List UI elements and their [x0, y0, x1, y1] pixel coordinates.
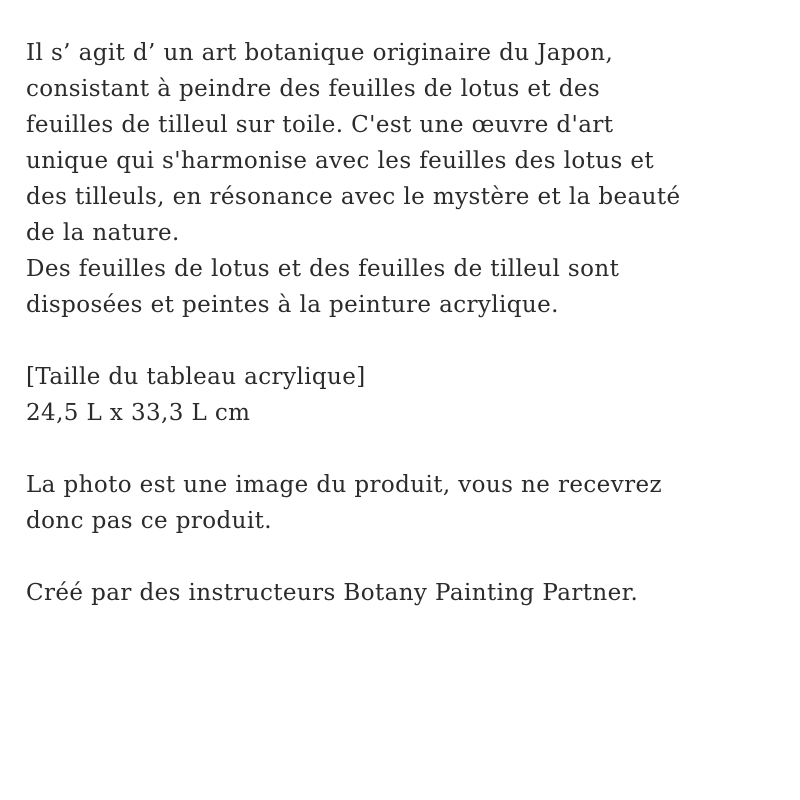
credit-line: Créé par des instructeurs Botany Painting Partner.	[26, 580, 639, 606]
intro-line-4: unique qui s'harmonise avec les feuilles des lotus et	[26, 148, 655, 174]
paragraph-spacer	[26, 323, 786, 359]
intro-line-1: Il s’ agit d’ un art botanique originaire du Japon,	[26, 40, 614, 66]
notice-line-1: La photo est une image du produit, vous ne recevrez	[26, 472, 663, 498]
intro-line-2: consistant à peindre des feuilles de lotus et des	[26, 76, 601, 102]
intro-line-3: feuilles de tilleul sur toile. C'est une œuvre d'art	[26, 112, 614, 138]
paragraph-spacer	[26, 431, 786, 467]
size-heading: [Taille du tableau acrylique]	[26, 364, 366, 390]
intro-line-8: disposées et peintes à la peinture acrylique.	[26, 292, 559, 318]
description-text-block	[26, 35, 786, 611]
intro-line-7: Des feuilles de lotus et des feuilles de tilleul sont	[26, 256, 620, 282]
paragraph-spacer	[26, 539, 786, 575]
size-value: 24,5 L x 33,3 L cm	[26, 400, 251, 426]
notice-line-2: donc pas ce produit.	[26, 508, 272, 534]
intro-line-5: des tilleuls, en résonance avec le mystère et la beauté	[26, 184, 681, 210]
intro-line-6: de la nature.	[26, 220, 180, 246]
